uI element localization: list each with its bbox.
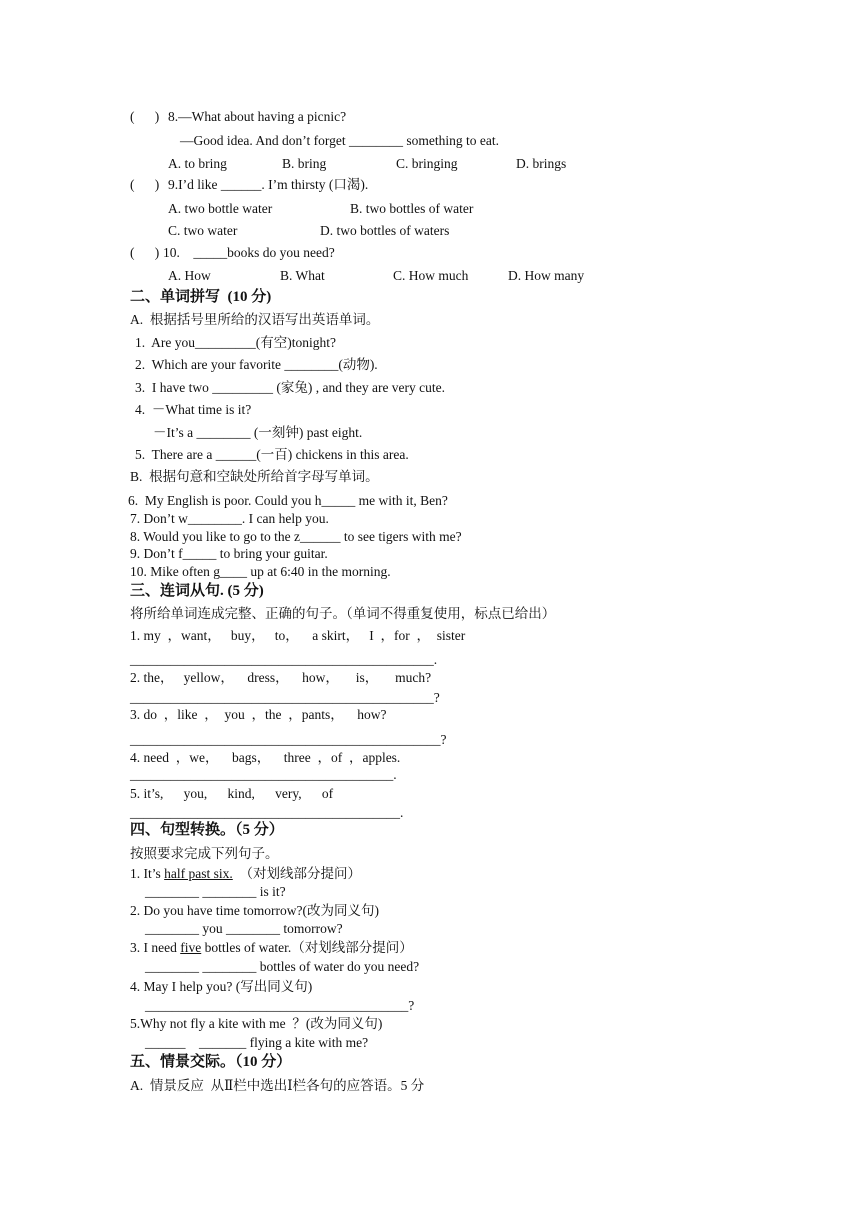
q8-option-c: C. bringing [396,156,458,171]
section-4-instructions: 按照要求完成下列句子。 [130,846,279,861]
section-5-part-a: A. 情景反应 从Ⅱ栏中选出Ⅰ栏各句的应答语。5 分 [130,1078,425,1093]
q10-option-d: D. How many [508,268,585,283]
section-2-part-a: A. 根据括号里所给的汉语写出英语单词。 [130,312,380,327]
q9-stem: 9.I’d like ______. I’m thirsty (口渴). [168,177,369,192]
section-4-title: 四、句型转换。（5 分） [130,822,284,838]
spelling-b-8: 8. Would you like to go to the z______ to see tigers with me? [130,529,462,544]
transform-3-answer[interactable]: ________ ________ bottles of water do you need? [145,959,420,974]
section-5-title: 五、情景交际。（10 分） [130,1054,292,1070]
section-3-title: 三、连词从句. (5 分) [130,583,264,599]
transform-1-underlined: half past six. [164,866,233,881]
order-5-words: 5. it’s, you, kind, very, of [130,786,334,801]
order-2-words: 2. the， yellow， dress， how， is， much? [130,670,432,685]
section-3-instructions: 将所给单词连成完整、正确的句子。（单词不得重复使用，标点已给出） [130,606,556,621]
q10-option-c: C. How much [393,268,469,283]
q8-stem: 8.—What about having a picnic? [168,109,347,124]
transform-3-underlined: five [180,940,202,955]
q9-paren: ( ) [130,177,160,192]
order-2-answer-line[interactable]: _____________________________________________? [130,690,440,705]
transform-1-answer[interactable]: ________ ________ is it? [145,884,286,899]
q10-paren: ( ) [130,245,160,260]
q8-stem2: —Good idea. And don’t forget ________ something to eat. [180,133,499,148]
q10-option-a: A. How [168,268,211,283]
transform-5-answer[interactable]: ______ _______ flying a kite with me? [145,1035,369,1050]
q8-option-b: B. bring [282,156,327,171]
transform-4-answer[interactable]: _______________________________________? [145,998,415,1013]
section-2-part-b: B. 根据句意和空缺处所给首字母写单词。 [130,469,379,484]
transform-1 [130,865,361,883]
spelling-a-2: 2. Which are your favorite ________(动物). [135,357,378,372]
q8-option-a: A. to bring [168,156,227,171]
transform-3-post: bottles of water.（对划线部分提问） [201,940,413,955]
order-3-answer-line[interactable]: ______________________________________________? [130,732,447,747]
transform-2-answer[interactable]: ________ you ________ tomorrow? [145,921,343,936]
q8-paren: ( ) [130,109,160,124]
q8-option-d: D. brings [516,156,567,171]
q9-option-b: B. two bottles of water [350,201,474,216]
order-5-answer-line[interactable]: ________________________________________. [130,805,404,820]
spelling-b-7: 7. Don’t w________. I can help you. [130,511,329,526]
transform-5: 5.Why not fly a kite with me ？(改为同义句) [130,1016,383,1031]
transform-2: 2. Do you have time tomorrow?(改为同义句) [130,903,379,918]
transform-3-pre: 3. I need [130,940,181,955]
spelling-b-9: 9. Don’t f_____ to bring your guitar. [130,546,328,561]
spelling-a-1: 1. Are you_________(有空)tonight? [135,335,336,350]
q9-option-d: D. two bottles of waters [320,223,450,238]
q9-option-c: C. two water [168,223,238,238]
q10-option-b: B. What [280,268,325,283]
order-4-answer-line[interactable]: _______________________________________. [130,767,397,782]
spelling-a-5: 5. There are a ______(一百) chickens in this area. [135,447,409,462]
spelling-a-4b: －It’s a ________ (一刻钟) past eight. [153,425,363,440]
transform-4: 4. May I help you? (写出同义句) [130,979,313,994]
order-1-answer-line[interactable]: _____________________________________________. [130,652,438,667]
order-4-words: 4. need ，we， bags， three ，of ，apples. [130,750,401,765]
q9-option-a: A. two bottle water [168,201,273,216]
spelling-a-4: 4. －What time is it? [135,402,252,417]
order-3-words: 3. do ，like ， you ，the ，pants， how? [130,707,387,722]
order-1-words: 1. my ，want， buy， to， a skirt， I ，for ， sister [130,628,466,643]
spelling-b-10: 10. Mike often g____ up at 6:40 in the morning. [130,564,391,579]
transform-1-post: （对划线部分提问） [232,866,362,881]
spelling-a-3: 3. I have two _________ (家兔) , and they are very cute. [135,380,446,395]
transform-1-pre: 1. It’s [130,866,165,881]
section-2-title: 二、单词拼写 (10 分) [130,289,272,305]
transform-3 [130,939,413,957]
spelling-b-6: 6. My English is poor. Could you h_____ me with it, Ben? [128,493,448,508]
q10-stem: 10. _____books do you need? [163,245,335,260]
